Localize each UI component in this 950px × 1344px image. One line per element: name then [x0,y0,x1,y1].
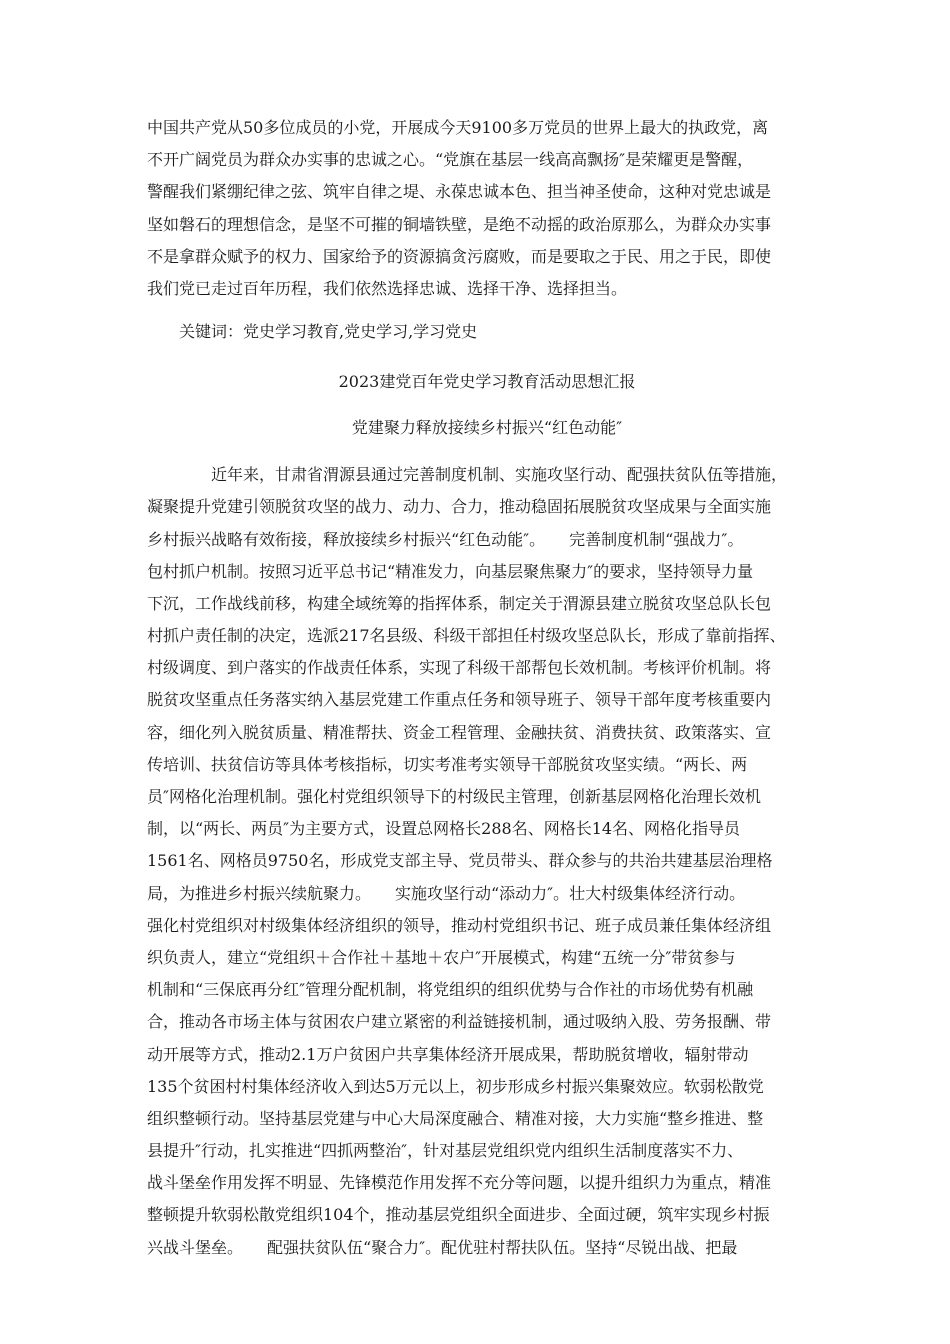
keywords-line: 关键词：党史学习教育,党史学习,学习党史 [179,322,478,342]
text-line: 不开广阔党员为群众办实事的忠诚之心。“党旗在基层一线高高飘扬″是荣耀更是警醒， [147,150,754,170]
document-subtitle: 党建聚力释放接续乡村振兴“红色动能″ [351,418,623,438]
text-line: 制，以“两长、两员″为主要方式，设置总网格长288名、网格长14名、网格化指导员 [147,819,741,839]
text-line: 村级调度、到户落实的作战责任体系，实现了科级干部帮包长效机制。考核评价机制。将 [147,658,772,678]
text-line: 强化村党组织对村级集体经济组织的领导，推动村党组织书记、班子成员兼任集体经济组 [147,915,772,935]
document-title: 2023建党百年党史学习教育活动思想汇报 [338,372,636,392]
text-line: 合，推动各市场主体与贫困农户建立紧密的利益链接机制，通过吸纳入股、劳务报酬、带 [147,1012,772,1032]
document-page [147,112,827,1264]
text-line: 机制和“三保底再分红″管理分配机制，将党组织的组织优势与合作社的市场优势有机融 [147,980,754,1000]
intro-paragraph [147,112,827,305]
text-line: 员″网格化治理机制。强化村党组织领导下的村级民主管理，创新基层网格化治理长效机 [147,787,761,806]
text-line: 乡村振兴战略有效衔接，释放接续乡村振兴“红色动能″。 完善制度机制“强战力″。 [147,529,744,549]
text-line: 凝聚提升党建引领脱贫攻坚的战力、动力、合力，推动稳固拓展脱贫攻坚成果与全面实施 [147,497,772,517]
text-line: 我们党已走过百年历程，我们依然选择忠诚、选择干净、选择担当。 [147,278,628,298]
text-line: 容，细化列入脱贫质量、精准帮扶、资金工程管理、金融扶贫、消费扶贫、政策落实、宣 [147,722,772,742]
text-line: 局，为推进乡村振兴续航聚力。 实施攻坚行动“添动力″。壮大村级集体经济行动。 [147,883,746,903]
text-line: 1561名、网格员9750名，形成党支部主导、党员带头、群众参与的共治共建基层治理格 [147,851,773,871]
text-line: 织负责人，建立“党组织＋合作社＋基地＋农户″开展模式，构建“五统一分″带贫参与 [147,947,736,967]
text-line: 包村抓户机制。按照习近平总书记“精准发力，向基层聚焦聚力″的要求，坚持领导力量 [147,561,754,581]
text-line: 135个贫困村村集体经济收入到达5万元以上，初步形成乡村振兴集聚效应。软弱松散党 [147,1076,764,1096]
text-line: 中国共产党从50多位成员的小党，开展成今天9100多万党员的世界上最大的执政党，离 [147,118,769,137]
text-line: 不是拿群众赋予的权力、国家给予的资源搞贪污腐败，而是要取之于民、用之于民，即使 [147,246,772,266]
text-line: 村抓户责任制的决定，选派217名县级、科级干部担任村级攻坚总队长，形成了靠前指挥、 [147,626,786,646]
text-line: 战斗堡垒作用发挥不明显、先锋模范作用发挥不充分等问题，以提升组织力为重点，精准 [147,1173,772,1193]
text-line: 警醒我们紧绷纪律之弦、筑牢自律之堤、永葆忠诚本色、担当神圣使命，这种对党忠诚是 [147,182,772,202]
text-line: 坚如磐石的理想信念，是坚不可摧的铜墙铁壁，是绝不动摇的政治原那么，为群众办实事 [147,214,772,234]
text-line: 整顿提升软弱松散党组织104个，推动基层党组织全面进步、全面过硬，筑牢实现乡村振 [147,1205,770,1225]
text-line: 传培训、扶贫信访等具体考核指标，切实考准考实领导干部脱贫攻坚实绩。“两长、两 [147,754,748,774]
text-line: 县提升″行动，扎实推进“四抓两整治″，针对基层党组织党内组织生活制度落实不力、 [147,1141,744,1161]
text-line: 近年来，甘肃省渭源县通过完善制度机制、实施攻坚行动、配强扶贫队伍等措施， [211,465,788,485]
body-paragraph [147,459,827,1264]
text-line: 兴战斗堡垒。 配强扶贫队伍“聚合力″。配优驻村帮扶队伍。坚持“尽锐出战、把最 [147,1237,738,1257]
text-line: 脱贫攻坚重点任务落实纳入基层党建工作重点任务和领导班子、领导干部年度考核重要内 [147,690,772,710]
text-line: 下沉，工作战线前移，构建全域统筹的指挥体系，制定关于渭源县建立脱贫攻坚总队长包 [147,593,772,613]
text-line: 动开展等方式，推动2.1万户贫困户共享集体经济开展成果，帮助脱贫增收，辐射带动 [147,1044,749,1064]
text-line: 组织整顿行动。坚持基层党建与中心大局深度融合、精准对接，大力实施“整乡推进、整 [147,1108,764,1128]
